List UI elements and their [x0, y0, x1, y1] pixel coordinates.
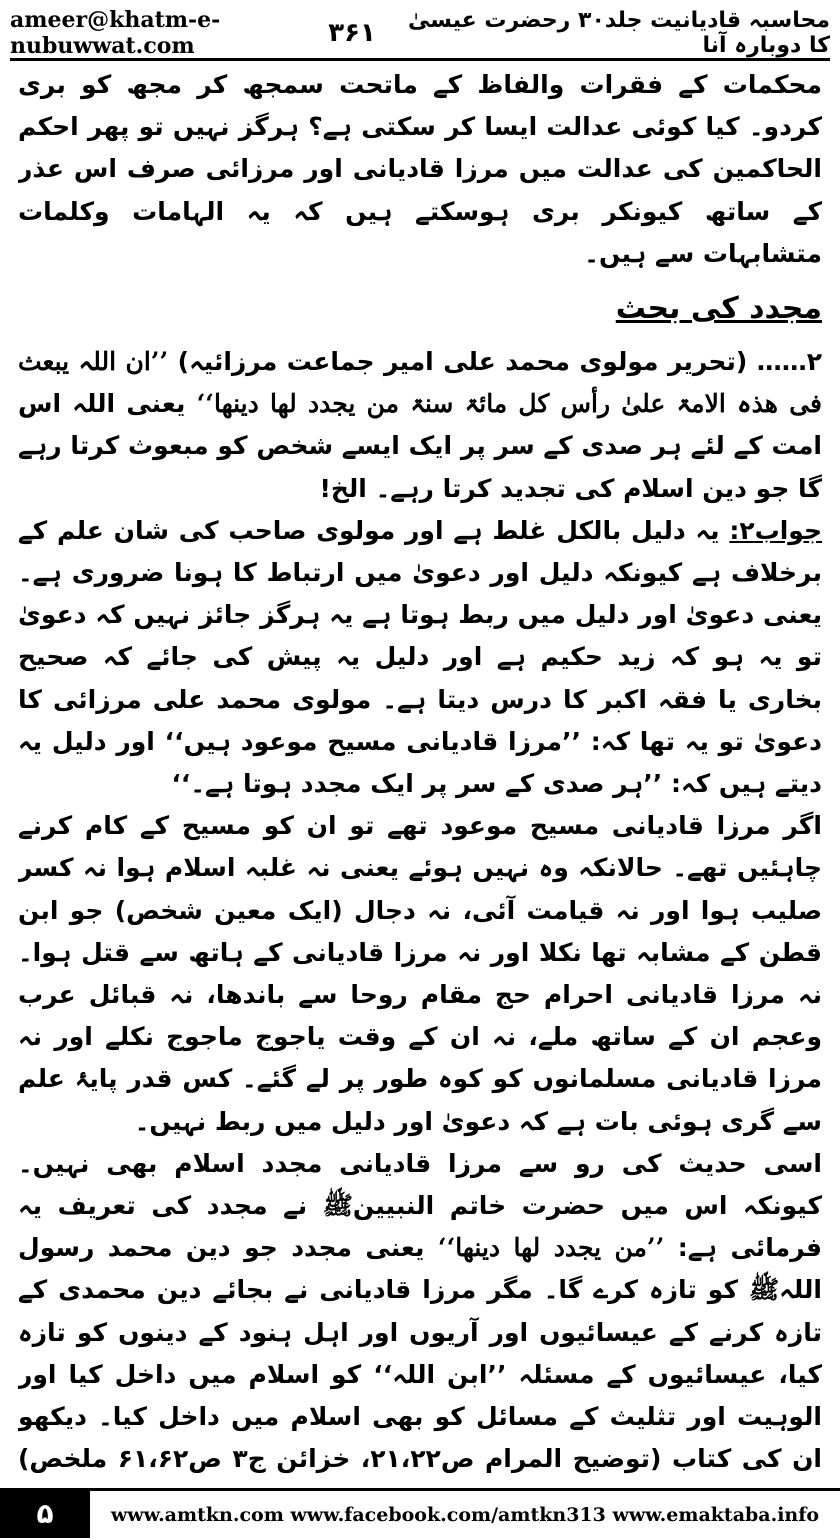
answer-paragraph [18, 510, 822, 805]
header-right-group [328, 8, 830, 58]
paragraph-4-a: اسی حدیث کی رو سے مرزا قادیانی مجدد اسلام بھی نہیں۔ کیونکہ اس میں حضرت خاتم النبیینﷺ نے مجدد کی تعریف یہ فرمائی ہے: [18, 1148, 822, 1263]
header-email: ameer@khatm-e-nubuwwat.com [10, 7, 221, 59]
answer-label: جواب۲: [729, 515, 822, 545]
footer-links: www.amtkn.com www.facebook.com/amtkn313 www.emaktaba.info [90, 1488, 840, 1538]
running-title: محاسبہ قادیانیت جلد۳۰ رحضرت عیسیٰ کا دوبارہ آنا [408, 8, 830, 58]
paragraph-2 [18, 341, 822, 510]
footer-page-number: ۵ [0, 1488, 90, 1538]
page-content [18, 64, 822, 1476]
answer-text: یہ دلیل بالکل غلط ہے اور مولوی صاحب کی شان علم کے برخلاف ہے کیونکہ دلیل اور دعویٰ میں ارتباط کا ہونا ضروری ہے۔ یعنی دعویٰ اور دلیل میں ربط ہوتا ہے یہ ہرگز جائز نہیں کہ دعویٰ تو یہ ہو کہ زید حکیم ہے اور دلیل یہ پیش کی جائے کہ صحیح بخاری یا فقہ اکبر کا درس دیتا ہے۔ مولوی محمد علی مرزائی کا دعویٰ تو یہ تھا کہ: ’’مرزا قادیانی مسیح موعود ہیں‘‘ اور دلیل یہ دیتے ہیں کہ: ’’ہر صدی کے سر پر ایک مجدد ہوتا ہے۔‘‘ [18, 515, 822, 799]
paragraph-1: محکمات کے فقرات والفاظ کے ماتحت سمجھ کر مجھ کو بری کردو۔ کیا کوئی عدالت ایسا کر سکتی ہے؟ ہرگز نہیں تو پھر احکم الحاکمین کی عدالت میں مرزا قادیانی اور مرزائی صرف اس عذر کے ساتھ کیونکر بری ہوسکتے ہیں کہ یہ الہامات وکلمات متشابہات سے ہیں۔ [18, 70, 822, 268]
header-page-number: ۳۶۱ [328, 18, 376, 48]
paragraph-2-rest: یعنی اللہ اس امت کے لئے ہر صدی کے سر پر ایک ایسے شخص کو مبعوث کرتا رہے گا جو دین اسلام کی تجدید کرتا رہے۔ الخ! [18, 389, 822, 503]
paragraph-2-prefix: ۲…… (تحریر مولوی محمد علی امیر جماعت مرزائیہ) [177, 347, 822, 377]
hadith-quote: ’’ان اللہ یبعث فی ھذہ الامۃ علیٰ رأس کل مائۃ سنۃ من یجدد لھا دینھا‘‘ [18, 347, 822, 419]
paragraph-4-b: یعنی مجدد جو دین محمد رسول اللہﷺ کو تازہ کرے گا۔ مگر مرزا قادیانی نے بجائے دین محمدی کے تازہ کرنے کے عیسائیوں اور آریوں اور اہل ہنود کے دینوں کو تازہ کیا، عیسائیوں کے مسئلہ ’’ابن اللہ‘‘ کو اسلام میں داخل کیا اور الوہیت اور تثلیث کے مسائل کو بھی اسلام میں داخل کیا۔ دیکھو ان کی کتاب (توضیح المرام ص۲۱،۲۲، خزائن ج۳ ص۶۱،۶۲ ملخص) [18, 1233, 822, 1474]
paragraph-4 [18, 1143, 822, 1476]
hadith-quote-2: ’’من یجدد لھا دینھا‘‘ [437, 1233, 665, 1263]
page-header [10, 8, 830, 61]
paragraph-3: اگر مرزا قادیانی مسیح موعود تھے تو ان کو مسیح کے کام کرنے چاہئیں تھے۔ حالانکہ وہ نہیں ہوئے یعنی نہ غلبہ اسلام ہوا نہ کسر صلیب ہوا اور نہ قیامت آئی، نہ دجال (ایک معین شخص) جو ابن قطن کے مشابہ تھا نکلا اور نہ مرزا قادیانی کے ہاتھ سے قتل ہوا۔ نہ مرزا قادیانی احرام حج مقام روحا سے باندھا، نہ قبائل عرب وعجم ان کے ساتھ ملے، نہ ان کے وقت یاجوج ماجوج نکلے اور نہ مرزا قادیانی مسلمانوں کو کوہ طور پر لے گئے۔ کس قدر پایۂ علم سے گری ہوئی بات ہے کہ دعویٰ اور دلیل میں ربط نہیں۔ [18, 811, 822, 1136]
section-heading: مجدد کی بحث [615, 291, 822, 327]
page-footer [0, 1488, 840, 1538]
